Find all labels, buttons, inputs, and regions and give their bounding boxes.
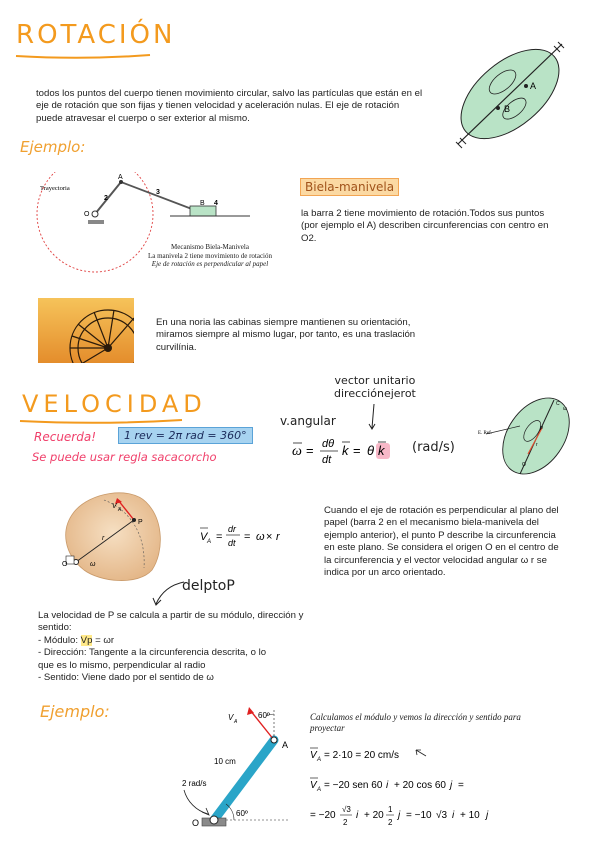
eq3-text: = −20 bbox=[310, 810, 336, 821]
noria-image bbox=[38, 298, 134, 363]
ref-label-eref: E. Ref. bbox=[478, 431, 493, 436]
svg-text:+ 10: + 10 bbox=[460, 810, 480, 821]
ellipse-label-b: B bbox=[504, 104, 511, 114]
svg-text:√3: √3 bbox=[342, 805, 351, 814]
ref-label-omega: ω bbox=[563, 406, 567, 412]
noria-text: En una noria las cabinas siempre mantienen su orientación, miramos siempre al mismo lugar, por tanto, es una traslación curvilínia. bbox=[156, 317, 416, 353]
ex-label-a: A bbox=[282, 740, 289, 750]
svg-text:V: V bbox=[310, 780, 317, 791]
omega-formula bbox=[290, 430, 410, 468]
label-4: 4 bbox=[214, 200, 218, 207]
svg-text:i: i bbox=[386, 780, 389, 791]
label-b: B bbox=[200, 200, 205, 207]
svg-text:ω: ω bbox=[292, 444, 302, 459]
label-o2: O bbox=[84, 211, 90, 218]
svg-text:2: 2 bbox=[343, 818, 348, 827]
svg-text:=: = bbox=[244, 531, 251, 543]
label-va-sub: A bbox=[118, 507, 122, 513]
vp-highlight: Vp bbox=[80, 634, 93, 646]
svg-text:A: A bbox=[317, 787, 322, 793]
svg-text:+ 20: + 20 bbox=[364, 810, 384, 821]
ex-label-va-sub: A bbox=[234, 719, 238, 725]
ejemplo2-equations bbox=[306, 744, 506, 836]
point-p-figure bbox=[60, 490, 170, 585]
svg-text:A: A bbox=[207, 539, 212, 545]
svg-text:=: = bbox=[353, 443, 361, 458]
v-angular-label: v.angular bbox=[280, 414, 336, 428]
biela-text: la barra 2 tiene movimiento de rotación.Todos sus puntos (por ejemplo el A) describen circunferencias con centro en O2. bbox=[301, 208, 549, 244]
svg-text:=: = bbox=[306, 443, 314, 458]
rotacion-title: ROTACIÓN bbox=[16, 20, 176, 50]
biela-caption: Mecanismo Biela-Manivela La manivela 2 tiene movimiento de rotación Eje de rotación es perpendicular al papel bbox=[147, 243, 272, 268]
velocity-formula bbox=[198, 520, 298, 552]
svg-text:k: k bbox=[342, 443, 349, 458]
note-arrow bbox=[366, 402, 380, 432]
svg-text:i: i bbox=[452, 810, 455, 821]
ex-label-ang1: 60º bbox=[258, 711, 270, 720]
label-a: A bbox=[118, 174, 123, 181]
svg-text:=: = bbox=[216, 531, 223, 543]
svg-text:j: j bbox=[450, 780, 453, 791]
figura-p-text: Cuando el eje de rotación es perpendicular al plano del papel (barra 2 en el mecanismo biela-manivela del ejemplo anterior), el punto P describe la circunferencia en este plano. Se considera el origen O en el centro de la circunferencia y el vector velocidad angular ω r se indica por un arco orientado. bbox=[324, 505, 559, 579]
label-p: P bbox=[138, 519, 143, 526]
svg-text:ω: ω bbox=[256, 531, 265, 543]
svg-text:dr: dr bbox=[228, 524, 237, 534]
velocidad-title: VELOCIDAD bbox=[22, 390, 207, 418]
rotacion-paragraph: todos los puntos del cuerpo tienen movimiento circular, salvo las partículas que están en el eje de rotación que son fijas y tienen velocidad y aceleración nulas. El eje de rotación puede atravesar el cuerpo o ser exterior al mismo. bbox=[36, 88, 423, 124]
ref-label-r: r bbox=[536, 442, 538, 448]
vector-unitario-note: vector unitario direcciónejerot bbox=[334, 374, 416, 400]
svg-text:×: × bbox=[266, 531, 273, 543]
ejemplo2-enunciado: Calculamos el módulo y vemos la dirección y sentido para proyectar bbox=[310, 712, 521, 733]
eq1-text: = 2·10 = 20 cm/s bbox=[324, 750, 400, 761]
trayectoria-label: Trayectoria bbox=[40, 185, 70, 192]
svg-text:= −10: = −10 bbox=[406, 810, 432, 821]
svg-text:θ: θ bbox=[367, 443, 375, 458]
ex-label-length: 10 cm bbox=[214, 757, 236, 766]
biela-tag: Biela-manivela bbox=[300, 178, 399, 196]
label-o: O bbox=[62, 561, 68, 568]
ex-label-ang2: 60º bbox=[236, 809, 248, 818]
svg-text:√3: √3 bbox=[436, 810, 448, 821]
svg-text:=: = bbox=[458, 780, 464, 791]
bar-rotation-figure bbox=[178, 702, 300, 832]
ref-label-o: O bbox=[522, 462, 526, 468]
svg-text:j: j bbox=[398, 810, 401, 821]
eq2b-text: + 20 cos 60 bbox=[394, 780, 446, 791]
svg-text:A: A bbox=[317, 757, 322, 763]
ex-label-va: V bbox=[228, 713, 234, 722]
label-va: V bbox=[112, 503, 117, 510]
svg-text:j: j bbox=[486, 810, 489, 821]
reference-ellipse-figure bbox=[476, 396, 586, 476]
recuerda-label: Recuerda! bbox=[34, 430, 97, 444]
label-omega: ω bbox=[90, 561, 96, 568]
del-pto-p-note: delptoP bbox=[182, 578, 235, 594]
calculo-block: La velocidad de P se calcula a partir de su módulo, dirección y sentido: - Módulo: Vp = ωr - Dirección: Tangente a la circunferencia descrita, o lo que es lo mismo, perpendicular al radio - Sentido: Viene dado por el sentido de ω bbox=[38, 610, 304, 684]
ex-label-speed: 2 rad/s bbox=[182, 779, 207, 788]
rotation-ellipse-figure bbox=[440, 38, 580, 150]
svg-text:V: V bbox=[310, 750, 317, 761]
svg-text:V: V bbox=[200, 531, 208, 543]
sacacorcho-note: Se puede usar regla sacacorcho bbox=[32, 450, 217, 464]
svg-text:dθ: dθ bbox=[322, 438, 335, 450]
svg-text:k: k bbox=[378, 443, 385, 458]
units-label: (rad/s) bbox=[412, 440, 455, 455]
svg-text:r: r bbox=[276, 531, 280, 543]
svg-text:1: 1 bbox=[388, 805, 393, 814]
svg-text:dt: dt bbox=[228, 538, 236, 548]
title-underline bbox=[14, 50, 154, 62]
eq2-text: = −20 sen 60 bbox=[324, 780, 383, 791]
ellipse-label-a: A bbox=[530, 81, 537, 91]
svg-text:i: i bbox=[356, 810, 359, 821]
rev-box: 1 rev = 2π rad = 360° bbox=[118, 427, 253, 444]
label-3: 3 bbox=[156, 189, 160, 196]
ejemplo2-heading: Ejemplo: bbox=[40, 702, 110, 721]
label-r: r bbox=[102, 535, 105, 542]
svg-text:dt: dt bbox=[322, 454, 332, 466]
ejemplo1-heading: Ejemplo: bbox=[20, 138, 86, 156]
ref-label-c: C bbox=[556, 401, 560, 407]
ref-label-p: P bbox=[540, 426, 544, 432]
svg-text:2: 2 bbox=[388, 818, 393, 827]
del-pto-arrow bbox=[150, 578, 186, 608]
velocidad-underline bbox=[18, 416, 186, 426]
label-2: 2 bbox=[104, 195, 108, 202]
ex-label-o: O bbox=[192, 818, 200, 828]
